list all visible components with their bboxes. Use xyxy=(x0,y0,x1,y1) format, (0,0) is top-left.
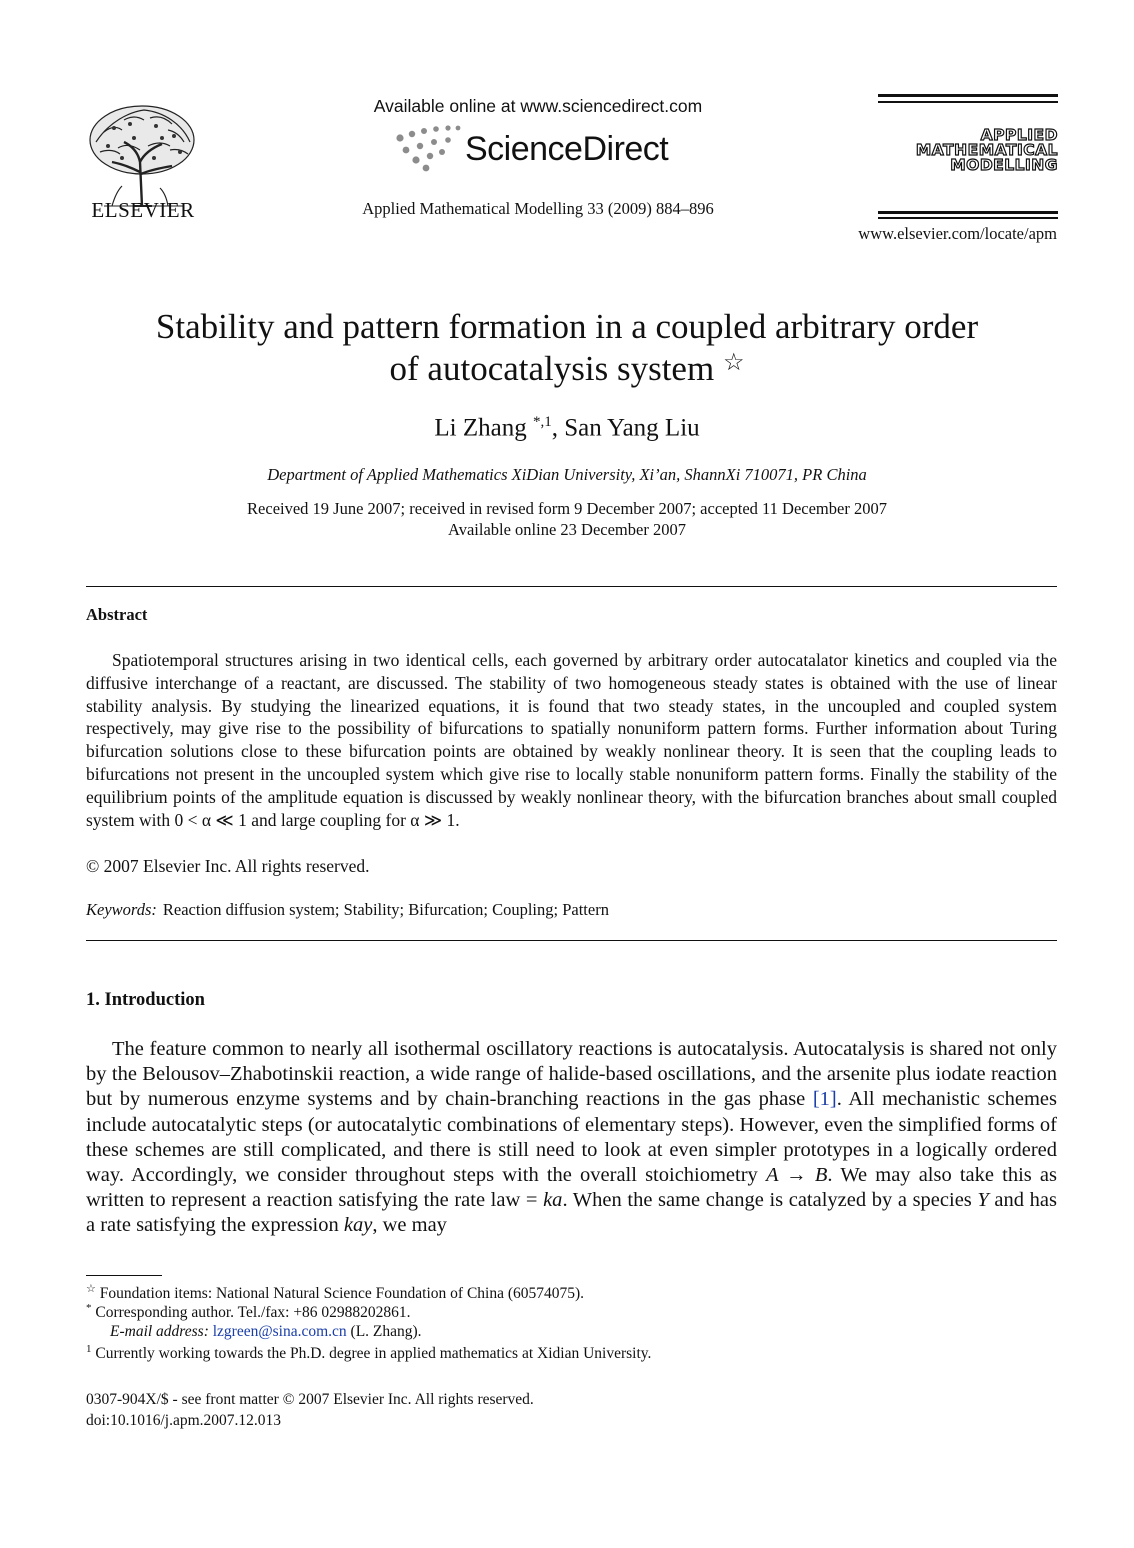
issn-line: 0307-904X/$ - see front matter © 2007 Elsevier Inc. All rights reserved. xyxy=(86,1391,534,1408)
available-online-text: Available online at www.sciencedirect.com xyxy=(373,96,703,116)
front-matter xyxy=(86,1390,534,1431)
citation-link[interactable]: [1] xyxy=(812,1088,837,1111)
inline-equation: ka xyxy=(543,1189,563,1212)
journal-reference: Applied Mathematical Modelling 33 (2009) 884–896 xyxy=(362,199,714,218)
email-tail: (L. Zhang). xyxy=(346,1323,422,1340)
publisher-name: ELSEVIER xyxy=(91,198,195,222)
abstract-text: Spatiotemporal structures arising in two identical cells, each governed by arbitrary order autocatalator kinetics and coupled via the diffusive interchange of a reactant, are discussed. The stability of two homogeneous steady states is obtained with the use of linear stability analysis. By studying the linearized equations, it is found that two steady states, in the uncoupled and coupled system respectively, may give rise to the possibility of bifurcations to spatially nonuniform pattern forms. Further information about Turing bifurcation solutions close to these bifurcation points are obtained by weakly nonlinear theory. It is seen that the coupling leads to bifurcations not present in the uncoupled system which give rise to locally stable nonuniform pattern forms. Finally the stability of the equilibrium points of the amplitude equation is discussed by weakly nonlinear theory, with the bifurcation branches about small coupled system with 0 < α ≪ 1 and large coupling for α ≫ 1. xyxy=(86,650,1057,830)
journal-logo-line: MODELLING xyxy=(950,156,1058,174)
abstract-heading: Abstract xyxy=(86,605,148,624)
article-title xyxy=(60,306,1074,390)
footnote-text: Corresponding author. Tel./fax: +86 02988202861. xyxy=(95,1304,411,1322)
journal-logo-line: APPLIED xyxy=(980,126,1058,144)
keywords xyxy=(86,900,609,920)
keywords-list: Reaction diffusion system; Stability; Bifurcation; Coupling; Pattern xyxy=(162,900,609,919)
footnote-star-icon: ☆ xyxy=(86,1283,96,1295)
journal-logo-rule xyxy=(878,217,1058,219)
article-dates xyxy=(60,498,1074,540)
intro-text: The feature common to nearly all isothermal oscillatory reactions is autocatalysis. Autocatalysis is shared not only by the Belousov–Zhabotinskii reaction, a wide range of halide-based oscillations, and the arsenite plus iodate reaction but by numerous enzyme systems and by chain-branching reactions in the gas phase xyxy=(86,1038,1057,1111)
footnote-email xyxy=(110,1323,422,1341)
abstract-copyright: © 2007 Elsevier Inc. All rights reserved. xyxy=(86,856,370,876)
journal-logo xyxy=(878,128,1058,173)
footnote-rule xyxy=(86,1275,162,1276)
journal-logo-line: MATHEMATICAL xyxy=(915,141,1058,159)
affiliation: Department of Applied Mathematics XiDian University, Xi’an, ShannXi 710071, PR China xyxy=(267,465,867,484)
author-footnote-marks[interactable]: *,1 xyxy=(532,414,552,430)
author-separator: , xyxy=(551,414,565,442)
journal-logo-rule xyxy=(878,211,1058,214)
received-dates: Received 19 June 2007; received in revised form 9 December 2007; accepted 11 December 2007 xyxy=(247,499,887,518)
intro-text: , we may xyxy=(372,1214,447,1237)
author-name: Li Zhang xyxy=(434,414,527,442)
title-footnote-star-icon[interactable]: ☆ xyxy=(722,350,745,376)
available-date: Available online 23 December 2007 xyxy=(448,520,686,539)
doi-line[interactable]: doi:10.1016/j.apm.2007.12.013 xyxy=(86,1411,282,1429)
footnote-text: Foundation items: National Natural Science Foundation of China (60574075). xyxy=(99,1285,585,1303)
footnote xyxy=(86,1282,584,1303)
authors xyxy=(60,414,1074,442)
inline-equation: kay xyxy=(343,1214,373,1237)
journal-url-link[interactable]: www.elsevier.com/locate/apm xyxy=(858,224,1057,243)
sciencedirect-dots-icon xyxy=(392,124,462,172)
footnote-mark: * xyxy=(86,1302,92,1314)
divider xyxy=(86,940,1057,941)
intro-text: . All mechanistic schemes include autocatalytic steps (or autocatalytic combinations of elementary steps). However, even the simplified forms of these schemes are still complicated, and there is still need to look at even simpler prototypes in a logically ordered way. Accordingly, we consider throughout steps with the overall stoichiometry xyxy=(86,1088,1058,1187)
journal-logo-rule xyxy=(878,94,1058,97)
title-line-1: Stability and pattern formation in a coupled arbitrary order xyxy=(155,307,979,346)
email-link[interactable]: lzgreen@sina.com.cn xyxy=(212,1323,347,1340)
section-heading: 1. Introduction xyxy=(86,990,205,1010)
author-name: San Yang Liu xyxy=(564,414,700,442)
title-line-2 xyxy=(60,348,1074,390)
inline-equation: A → B xyxy=(765,1164,828,1187)
footnote xyxy=(86,1343,651,1363)
journal-logo-rule xyxy=(878,101,1058,103)
intro-text: . We may also take this as written to represent a reaction satisfying the rate law = xyxy=(86,1164,1057,1212)
introduction-paragraph xyxy=(86,1037,1057,1239)
intro-text: . When the same change is catalyzed by a species xyxy=(562,1189,978,1212)
keywords-label: Keywords: xyxy=(86,900,157,919)
email-label: E-mail address: xyxy=(110,1323,209,1340)
footnote-text: Currently working towards the Ph.D. degree in applied mathematics at Xidian University. xyxy=(95,1345,652,1363)
footnote xyxy=(86,1302,411,1322)
intro-text: and has a rate satisfying the expression xyxy=(86,1189,1057,1237)
title-line-2-text: of autocatalysis system xyxy=(389,349,715,388)
sciencedirect-logo-text: ScienceDirect xyxy=(465,130,669,168)
divider xyxy=(86,586,1057,587)
footnote-mark: 1 xyxy=(86,1343,92,1355)
inline-equation: Y xyxy=(977,1189,989,1212)
